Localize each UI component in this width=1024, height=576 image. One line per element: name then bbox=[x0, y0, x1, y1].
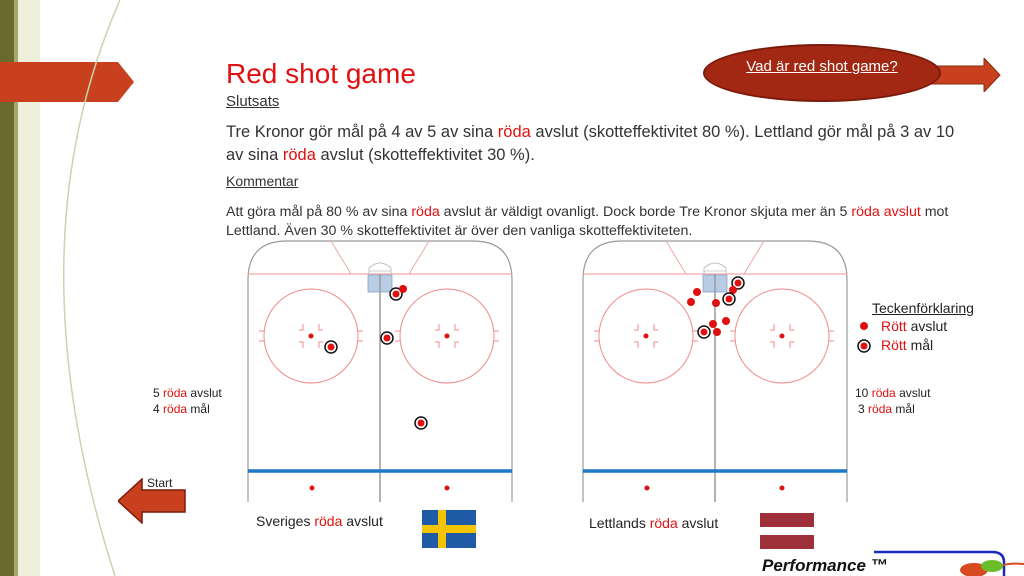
shot-marker bbox=[399, 285, 407, 293]
sweden-goals-stat bbox=[153, 401, 210, 417]
legend-title: Teckenförklaring bbox=[872, 300, 974, 316]
latvia-shots-stat bbox=[855, 385, 930, 401]
shot-goal-marker bbox=[381, 332, 393, 344]
latvia-caption bbox=[589, 515, 718, 531]
legend-item-goal-suffix: mål bbox=[906, 337, 934, 353]
sweden-goals-red: röda bbox=[163, 402, 188, 416]
what-is-red-shot-game-button[interactable]: Vad är red shot game? bbox=[703, 44, 941, 102]
shot-marker bbox=[722, 317, 730, 325]
conclusion-red-1: röda bbox=[497, 123, 531, 141]
shot-goal-marker bbox=[415, 417, 427, 429]
latvia-goals-count: 3 bbox=[858, 402, 865, 416]
latvia-goals-suffix: mål bbox=[892, 402, 915, 416]
sweden-caption-prefix: Sveriges bbox=[256, 513, 315, 529]
performance-logo-text: Performance ™ bbox=[762, 556, 888, 575]
shot-marker bbox=[713, 328, 721, 336]
latvia-shots-red: röda bbox=[871, 386, 896, 400]
legend-item-goal-red: Rött bbox=[881, 337, 907, 353]
legend-item-goal bbox=[881, 337, 933, 353]
sweden-shots-suffix: avslut bbox=[187, 386, 222, 400]
comment-paragraph bbox=[226, 203, 986, 241]
legend-item-shot bbox=[881, 318, 947, 334]
comment-text-2: avslut är väldigt ovanligt. Dock borde Tre Kronor skjuta mer än 5 bbox=[439, 204, 852, 220]
sweden-caption-red: röda bbox=[314, 513, 343, 529]
shot-marker bbox=[693, 288, 701, 296]
latvia-rink bbox=[582, 240, 848, 502]
latvia-caption-suffix: avslut bbox=[677, 515, 719, 531]
latvia-caption-red: röda bbox=[649, 515, 678, 531]
conclusion-paragraph bbox=[226, 121, 971, 167]
conclusion-heading: Slutsats bbox=[226, 93, 280, 110]
conclusion-red-2: röda bbox=[282, 146, 316, 164]
latvia-caption-prefix: Lettlands bbox=[589, 515, 650, 531]
latvia-flag-icon bbox=[760, 513, 814, 549]
comment-red-2: röda avslut bbox=[851, 204, 921, 220]
sweden-shots-red: röda bbox=[163, 386, 188, 400]
legend-shot-icon bbox=[856, 318, 872, 334]
sweden-goals-count: 4 bbox=[153, 402, 160, 416]
sweden-caption bbox=[256, 513, 383, 529]
comment-text-1: Att göra mål på 80 % av sina bbox=[226, 204, 412, 220]
latvia-shots-count: 10 bbox=[855, 386, 869, 400]
legend-item-shot-suffix: avslut bbox=[906, 318, 948, 334]
start-back-arrow-button[interactable] bbox=[118, 478, 188, 524]
comment-red-1: röda bbox=[411, 204, 440, 220]
legend-goal-icon bbox=[855, 337, 873, 355]
conclusion-text-1: Tre Kronor gör mål på 4 av 5 av sina bbox=[226, 123, 498, 141]
shot-marker bbox=[709, 320, 717, 328]
shot-marker bbox=[687, 298, 695, 306]
comment-heading: Kommentar bbox=[226, 173, 299, 189]
start-label: Start bbox=[147, 476, 173, 490]
shot-goal-marker bbox=[723, 293, 735, 305]
sweden-caption-suffix: avslut bbox=[342, 513, 383, 529]
sweden-rink bbox=[247, 240, 513, 502]
conclusion-text-3: avslut (skotteffektivitet 30 %). bbox=[315, 146, 535, 164]
question-arrow-decoration bbox=[930, 58, 1002, 92]
legend-item-shot-red: Rött bbox=[881, 318, 907, 334]
shot-goal-marker bbox=[698, 326, 710, 338]
sweden-shots-stat bbox=[153, 385, 222, 401]
sweden-goals-suffix: mål bbox=[187, 402, 210, 416]
latvia-goals-stat bbox=[858, 401, 915, 417]
latvia-goals-red: röda bbox=[868, 402, 893, 416]
conclusion-text-2: avslut (skotteffektivitet 80 %). Lettland gör mål på 3 av 10 av sina bbox=[226, 123, 955, 164]
sweden-shots-count: 5 bbox=[153, 386, 160, 400]
shot-marker bbox=[712, 299, 720, 307]
shot-goal-marker bbox=[325, 341, 337, 353]
performance-logo-mark bbox=[874, 548, 1024, 576]
curve-decoration bbox=[0, 0, 120, 576]
comment-text-3: mot Lettland. Även 30 % skotteffektivitet är över den vanliga skotteffektiviteten. bbox=[226, 204, 949, 239]
page-title: Red shot game bbox=[226, 58, 416, 89]
sweden-flag-icon bbox=[422, 510, 476, 548]
latvia-shots-suffix: avslut bbox=[895, 386, 931, 400]
